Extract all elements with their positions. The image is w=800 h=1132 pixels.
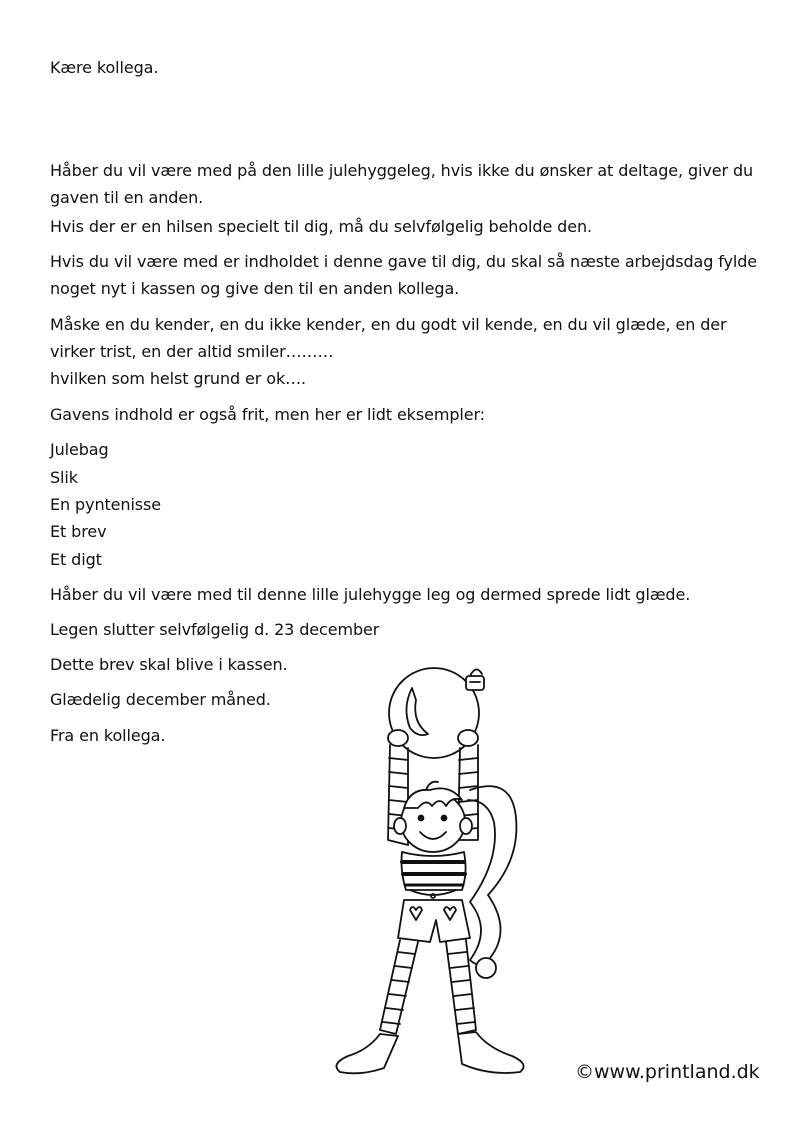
paragraph-3: [50, 248, 757, 302]
paragraph-10: Fra en kollega.: [50, 726, 166, 745]
example-item: Julebag: [50, 440, 109, 459]
elf-holding-ornament-icon: [318, 664, 548, 1084]
paragraph-1-line-1: Håber du vil være med på den lille julehyggeleg, hvis ikke du ønsker at deltage, giver du: [50, 161, 754, 180]
paragraph-5: Gavens indhold er også frit, men her er lidt eksempler:: [50, 405, 485, 424]
paragraph-1-line-2: gaven til en anden.: [50, 188, 204, 207]
paragraph-4-line-1: Måske en du kender, en du ikke kender, en du godt vil kende, en du vil glæde, en der: [50, 315, 727, 334]
greeting: Kære kollega.: [50, 58, 159, 77]
paragraph-6: Håber du vil være med til denne lille julehygge leg og dermed sprede lidt glæde.: [50, 585, 691, 604]
paragraph-2: Hvis der er en hilsen specielt til dig, må du selvfølgelig beholde den.: [50, 217, 592, 236]
example-item: Slik: [50, 468, 78, 487]
paragraph-8: Dette brev skal blive i kassen.: [50, 655, 288, 674]
paragraph-4: [50, 311, 727, 392]
example-item: Et brev: [50, 522, 107, 541]
paragraph-3-line-2: noget nyt i kassen og give den til en anden kollega.: [50, 279, 460, 298]
paragraph-9: Glædelig december måned.: [50, 690, 271, 709]
paragraph-4-line-2: virker trist, en der altid smiler………: [50, 342, 334, 361]
paragraph-7: Legen slutter selvfølgelig d. 23 december: [50, 620, 380, 639]
paragraph-4-line-3: hvilken som helst grund er ok….: [50, 369, 306, 388]
paragraph-3-line-1: Hvis du vil være med er indholdet i denne gave til dig, du skal så næste arbejdsdag fylde: [50, 252, 758, 271]
example-item: En pyntenisse: [50, 495, 162, 514]
example-item: Et digt: [50, 550, 102, 569]
copyright-footer: ©www.printland.dk: [575, 1061, 760, 1083]
paragraph-1: [50, 157, 753, 211]
